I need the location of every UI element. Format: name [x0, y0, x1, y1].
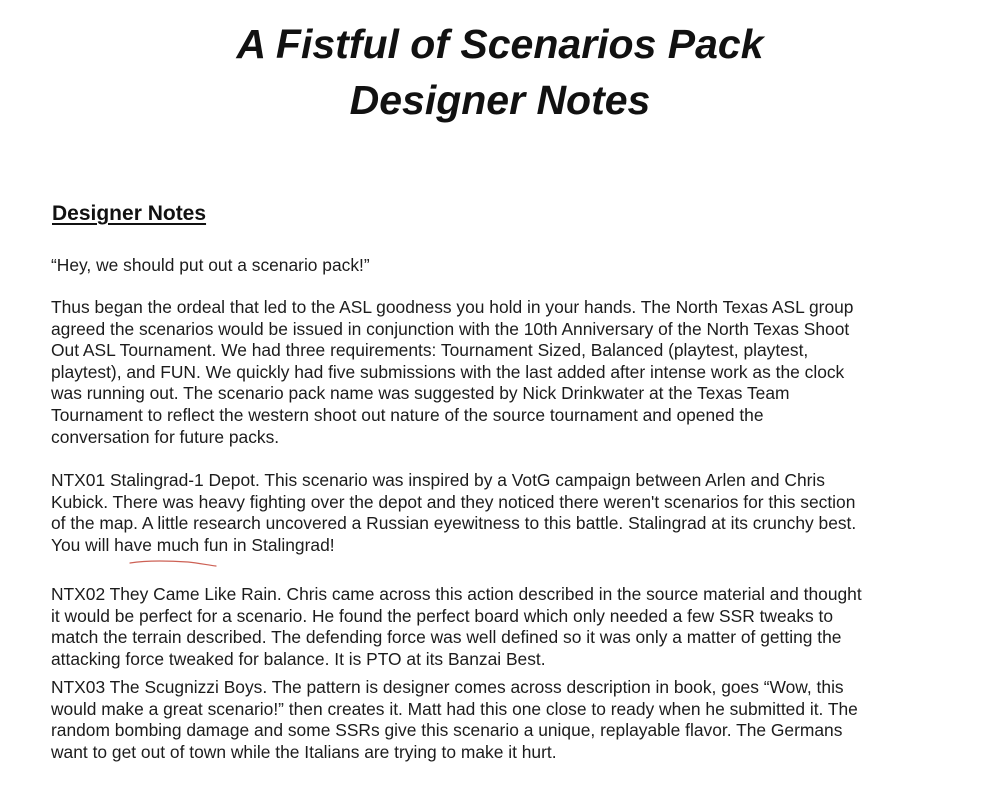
- paragraph-ntx03: NTX03 The Scugnizzi Boys. The pattern is designer comes across description in book, goes “Wow, this would make a great scenario!” then creates it. Matt had this one close to ready when he submitted it. The random bombing damage and some SSRs give this scenario a unique, replayable flavor. The Germans want to get out of town while the Italians are trying to make it hurt.: [51, 677, 858, 762]
- section-heading: Designer Notes: [52, 202, 207, 225]
- pen-mark-icon: [128, 554, 218, 568]
- paragraph-ntx01: NTX01 Stalingrad-1 Depot. This scenario was inspired by a VotG campaign between Arlen and Chris Kubick. There was heavy fighting over the depot and they noticed there weren't scenarios for this section of the map. A little research uncovered a Russian eyewitness to this battle. Stalingrad at its crunchy best. You will have much fun in Stalingrad!: [51, 470, 857, 555]
- paragraph-intro: Thus began the ordeal that led to the ASL goodness you hold in your hands. The North Texas ASL group agreed the scenarios would be issued in conjunction with the 10th Anniversary of the North Texas Shoot Out ASL Tournament. We had three requirements: Tournament Sized, Balanced (playtest, playtest, playtest), and FUN. We quickly had five submissions with the last added after intense work as the clock was running out. The scenario pack name was suggested by Nick Drinkwater at the Texas Team Tournament to reflect the western shoot out nature of the source tournament and opened the conversation for future packs.: [51, 297, 854, 447]
- document-title-line-2: Designer Notes: [349, 77, 651, 123]
- document-title-line-1: A Fistful of Scenarios Pack: [236, 21, 764, 67]
- paragraph-ntx02: NTX02 They Came Like Rain. Chris came across this action described in the source material and thought it would be perfect for a scenario. He found the perfect board which only needed a few SSR tweaks to match the terrain described. The defending force was well defined so it was only a matter of getting the attacking force tweaked for balance. It is PTO at its Banzai Best.: [51, 584, 862, 669]
- paragraph-quote: “Hey, we should put out a scenario pack!”: [51, 255, 370, 275]
